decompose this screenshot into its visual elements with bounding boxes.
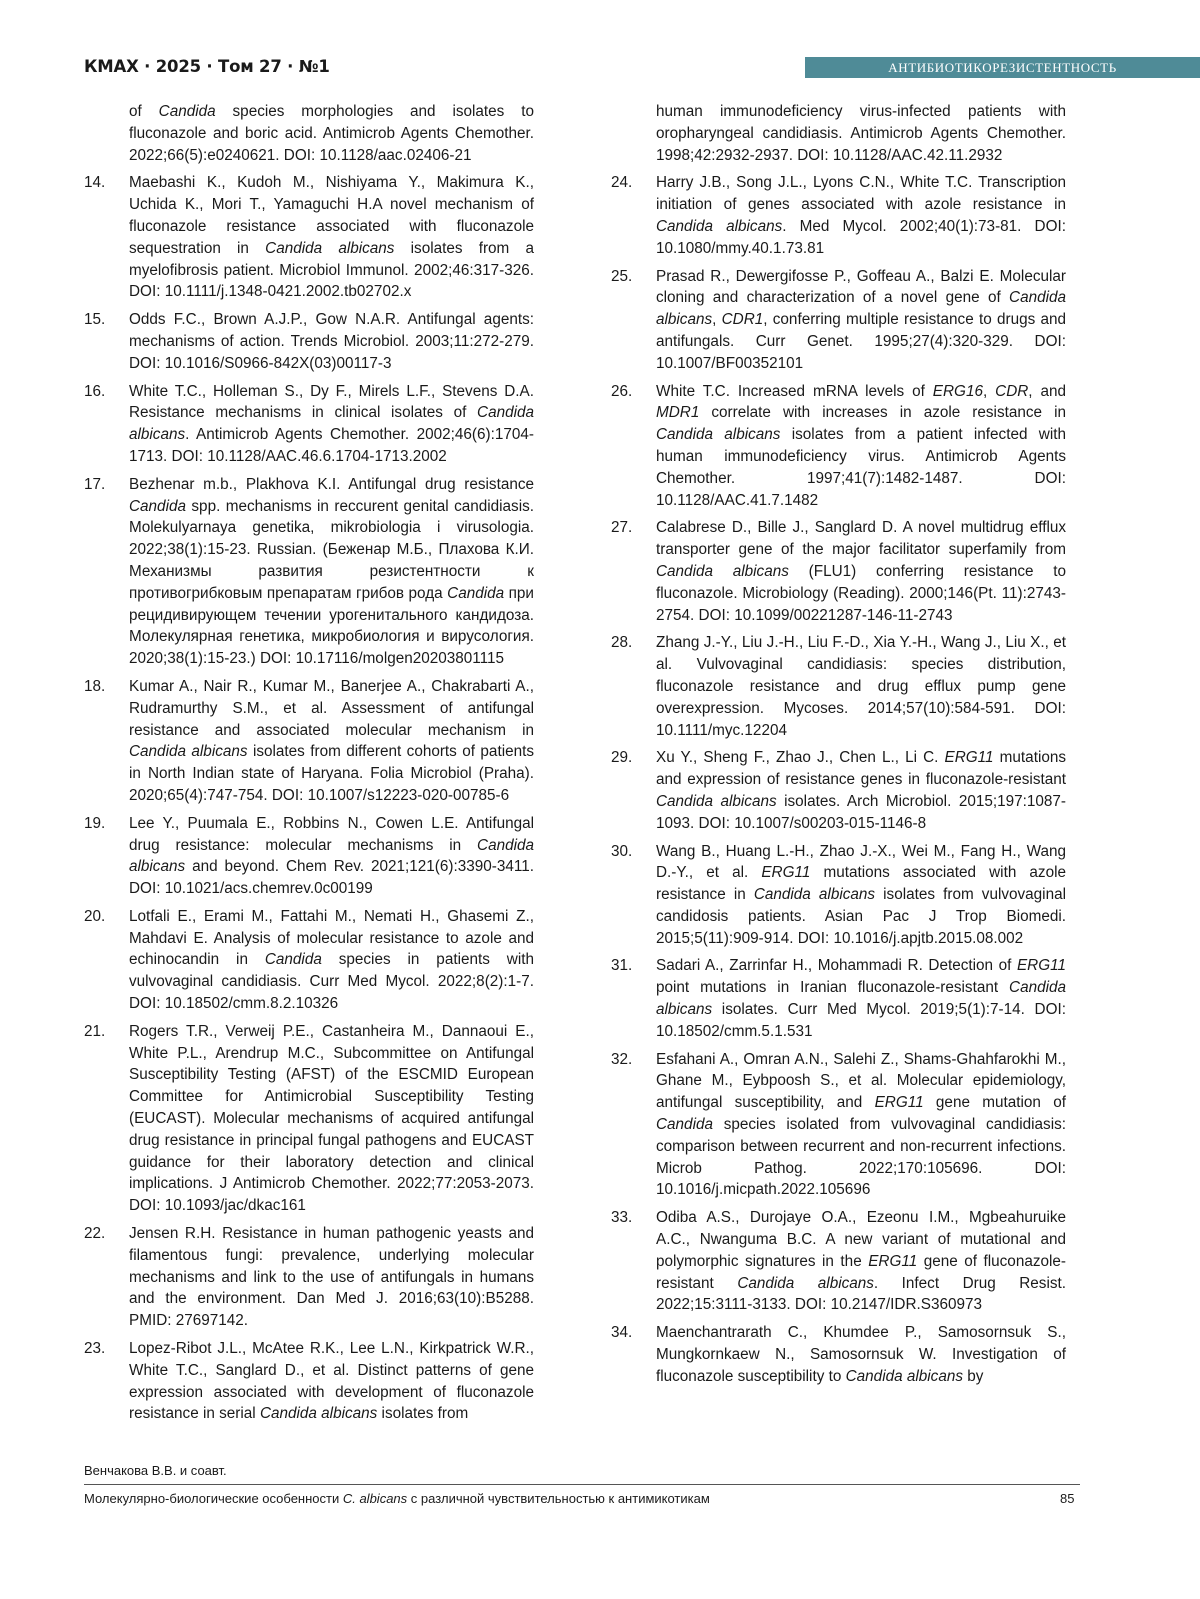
reference-text: Odds F.C., Brown A.J.P., Gow N.A.R. Antifungal agents: mechanisms of action. Trends Microbiol. 2003;11:272-279. DOI: 10.1016/S0966-842X(03)00117-3 (129, 311, 534, 372)
reference-text: Wang B., Huang L.-H., Zhao J.-X., Wei M., Fang H., Wang D.-Y., et al. ERG11 mutations associated with azole resistance in Candida albicans isolates from vulvovaginal candidosis patients. Asian Pac J Trop Biomedi. 2015;5(11):909-914. DOI: 10.1016/j.apjtb.2015.08.002 (656, 842, 1066, 947)
reference-item (84, 172, 534, 303)
reference-text: White T.C. Increased mRNA levels of ERG16, CDR, and MDR1 correlate with increases in azole resistance in Candida albicans isolates from a patient infected with human immunodeficiency virus. Antimicrob Agents Chemother. 1997;41(7):1482-1487. DOI: 10.1128/AAC.41.7.1482 (656, 382, 1066, 509)
reference-item (611, 632, 1066, 741)
reference-number: 16. (84, 382, 106, 400)
reference-text: Esfahani A., Omran A.N., Salehi Z., Shams-Ghahfarokhi M., Ghane M., Eybpoosh S., et al. Molecular epidemiology, antifungal susceptibility, and ERG11 gene mutation of Candida species isolated from vulvovaginal candidiasis: comparison between recurrent and non-recurrent infections. Microb Pathog. 2022;170:105696. DOI: 10.1016/j.micpath.2022.105696 (656, 1050, 1066, 1199)
reference-item (84, 1223, 534, 1332)
reference-item (84, 1338, 534, 1425)
reference-number: 15. (84, 311, 106, 329)
reference-column-left (84, 101, 534, 1431)
reference-text: human immunodeficiency virus-infected patients with oropharyngeal candidiasis. Antimicrob Agents Chemother. 1998;42:2932-2937. DOI: 10.1128/AAC.42.11.2932 (656, 103, 1066, 164)
reference-number: 28. (611, 634, 633, 652)
reference-text: Rogers T.R., Verweij P.E., Castanheira M., Dannaoui E., White P.L., Arendrup M.C., Subcommittee on Antifungal Susceptibility Testing (AFST) of the ESCMID European Committee for Antimicrobial Susceptibility Testing (EUCAST). Molecular mechanisms of acquired antifungal drug resistance in principal fungal pathogens and EUCAST guidance for their laboratory detection and clinical implications. J Antimicrob Chemother. 2022;77:2053-2073. DOI: 10.1093/jac/dkac161 (129, 1022, 534, 1215)
reference-item (84, 1021, 534, 1217)
reference-text: Maebashi K., Kudoh M., Nishiyama Y., Makimura K., Uchida K., Mori T., Yamaguchi H.A novel mechanism of fluconazole resistance associated with fluconazole sequestration in Candida albicans isolates from a myelofibrosis patient. Microbiol Immunol. 2002;46:317-326. DOI: 10.1111/j.1348-0421.2002.tb02702.x (129, 174, 535, 301)
section-banner: АНТИБИОТИКОРЕЗИСТЕНТНОСТЬ (805, 57, 1200, 78)
reference-number: 14. (84, 174, 106, 192)
reference-item (84, 906, 534, 1015)
reference-text: Zhang J.-Y., Liu J.-H., Liu F.-D., Xia Y.-H., Wang J., Liu X., et al. Vulvovaginal candidiasis: species distribution, fluconazole resistance and drug efflux pump gene overexpression. Mycoses. 2014;57(10):584-591. DOI: 10.1111/myc.12204 (656, 634, 1066, 739)
reference-continuation (611, 101, 1066, 166)
running-title-suffix: с различной чувствительностью к антимикотикам (407, 1491, 710, 1506)
reference-text: Lee Y., Puumala E., Robbins N., Cowen L.E. Antifungal drug resistance: molecular mechanisms in Candida albicans and beyond. Chem Rev. 2021;121(6):3390-3411. DOI: 10.1021/acs.chemrev.0c00199 (129, 814, 534, 898)
reference-text: Maenchantrarath C., Khumdee P., Samosornsuk S., Mungkornkaew N., Samosornsuk W. Investigation of fluconazole susceptibility to Candida albicans by (656, 1324, 1066, 1385)
reference-number: 21. (84, 1022, 106, 1040)
reference-number: 20. (84, 907, 106, 925)
reference-text: Jensen R.H. Resistance in human pathogenic yeasts and filamentous fungi: prevalence, underlying molecular mechanisms and link to the use of antifungals in humans and the environment. Dan Med J. 2016;63(10):B5288. PMID: 27697142. (129, 1225, 534, 1330)
reference-text: Sadari A., Zarrinfar H., Mohammadi R. Detection of ERG11 point mutations in Iranian fluconazole-resistant Candida albicans isolates. Curr Med Mycol. 2019;5(1):7-14. DOI: 10.18502/cmm.5.1.531 (656, 957, 1066, 1040)
reference-item (611, 266, 1066, 375)
reference-item (611, 172, 1066, 259)
reference-column-right (611, 101, 1066, 1394)
reference-text: Calabrese D., Bille J., Sanglard D. A novel multidrug efflux transporter gene of the major facilitator superfamily from Candida albicans (FLU1) conferring resistance to fluconazole. Microbiology (Reading). 2000;146(Pt. 11):2743-2754. DOI: 10.1099/00221287-146-11-2743 (656, 519, 1067, 624)
reference-number: 27. (611, 519, 633, 537)
reference-number: 32. (611, 1050, 633, 1068)
reference-item (611, 381, 1066, 512)
reference-item (611, 1207, 1066, 1316)
reference-list-right (611, 172, 1066, 1387)
reference-item (611, 841, 1066, 950)
reference-number: 31. (611, 957, 633, 975)
reference-number: 25. (611, 267, 633, 285)
reference-list-left (84, 172, 534, 1425)
reference-text: White T.C., Holleman S., Dy F., Mirels L.F., Stevens D.A. Resistance mechanisms in clinical isolates of Candida albicans. Antimicrob Agents Chemother. 2002;46(6):1704-1713. DOI: 10.1128/AAC.46.6.1704-1713.2002 (129, 382, 534, 465)
reference-text: Kumar A., Nair R., Kumar M., Banerjee A., Chakrabarti A., Rudramurthy S.M., et al. Assessment of antifungal resistance and associated molecular mechanism in Candida albicans isolates from different cohorts of patients in North Indian state of Haryana. Folia Microbiol (Praha). 2020;65(4):747-754. DOI: 10.1007/s12223-020-00785-6 (129, 677, 535, 804)
reference-item (84, 676, 534, 807)
reference-number: 26. (611, 382, 633, 400)
journal-title: КМАХ · 2025 · Том 27 · №1 (84, 57, 330, 76)
reference-item (611, 1049, 1066, 1202)
reference-number: 19. (84, 814, 106, 832)
reference-continuation (84, 101, 534, 166)
reference-number: 18. (84, 677, 106, 695)
reference-text: Bezhenar m.b., Plakhova K.I. Antifungal drug resistance Candida spp. mechanisms in reccurent genital candidiasis. Molekulyarnaya genetika, mikrobiologia i virusologia. 2022;38(1):15-23. Russian. (Беженар М.Б., Плахова К.И. Механизмы развития резистентности к противогрибковым препаратам грибов рода Candida при рецидивирующем течении урогенитального кандидоза. Молекулярная генетика, микробиология и вирусология. 2020;38(1):15-23.) DOI: 10.17116/molgen20203801115 (129, 475, 534, 668)
reference-text: Odiba A.S., Durojaye O.A., Ezeonu I.M., Mgbeahuruike A.C., Nwanguma B.C. A new variant of mutational and polymorphic signatures in the ERG11 gene of fluconazole-resistant Candida albicans. Infect Drug Resist. 2022;15:3111-3133. DOI: 10.2147/IDR.S360973 (656, 1209, 1066, 1314)
reference-number: 23. (84, 1340, 106, 1358)
footer-divider (84, 1484, 1080, 1485)
reference-item (611, 747, 1066, 834)
reference-number: 17. (84, 475, 106, 493)
running-title-prefix: Молекулярно-биологические особенности (84, 1491, 343, 1506)
running-title-species: C. albicans (342, 1491, 408, 1506)
reference-number: 34. (611, 1324, 633, 1342)
reference-number: 24. (611, 174, 633, 192)
reference-item (84, 309, 534, 374)
reference-text: Xu Y., Sheng F., Zhao J., Chen L., Li C. ERG11 mutations and expression of resistance genes in fluconazole-resistant Candida albicans isolates. Arch Microbiol. 2015;197:1087-1093. DOI: 10.1007/s00203-015-1146-8 (656, 749, 1067, 832)
reference-item (84, 813, 534, 900)
footer-running-title (84, 1491, 710, 1506)
reference-text: Lotfali E., Erami M., Fattahi M., Nemati H., Ghasemi Z., Mahdavi E. Analysis of molecular resistance to azole and echinocandin in Candida species in patients with vulvovaginal candidiasis. Curr Med Mycol. 2022;8(2):1-7. DOI: 10.18502/cmm.8.2.10326 (129, 907, 534, 1013)
reference-number: 33. (611, 1209, 633, 1227)
reference-number: 29. (611, 749, 633, 767)
reference-number: 30. (611, 842, 633, 860)
reference-item (611, 955, 1066, 1042)
reference-text: Prasad R., Dewergifosse P., Goffeau A., Balzi E. Molecular cloning and characterization of a novel gene of Candida albicans, CDR1, conferring multiple resistance to drugs and antifungals. Curr Genet. 1995;27(4):320-329. DOI: 10.1007/BF00352101 (656, 267, 1066, 372)
footer-authors: Венчакова В.В. и соавт. (84, 1463, 227, 1478)
reference-item (611, 1322, 1066, 1387)
reference-item (84, 381, 534, 468)
reference-text: of Candida species morphologies and isolates to fluconazole and boric acid. Antimicrob Agents Chemother. 2022;66(5):e0240621. DOI: 10.1128/aac.02406-21 (129, 103, 534, 164)
reference-item (84, 474, 534, 670)
reference-number: 22. (84, 1225, 106, 1243)
reference-text: Harry J.B., Song J.L., Lyons C.N., White T.C. Transcription initiation of genes associated with azole resistance in Candida albicans. Med Mycol. 2002;40(1):73-81. DOI: 10.1080/mmy.40.1.73.81 (656, 174, 1066, 257)
reference-text: Lopez-Ribot J.L., McAtee R.K., Lee L.N., Kirkpatrick W.R., White T.C., Sanglard D., et al. Distinct patterns of gene expression associated with development of fluconazole resistance in serial Candida albicans isolates from (129, 1340, 534, 1423)
page-number: 85 (1060, 1491, 1075, 1506)
reference-item (611, 517, 1066, 626)
